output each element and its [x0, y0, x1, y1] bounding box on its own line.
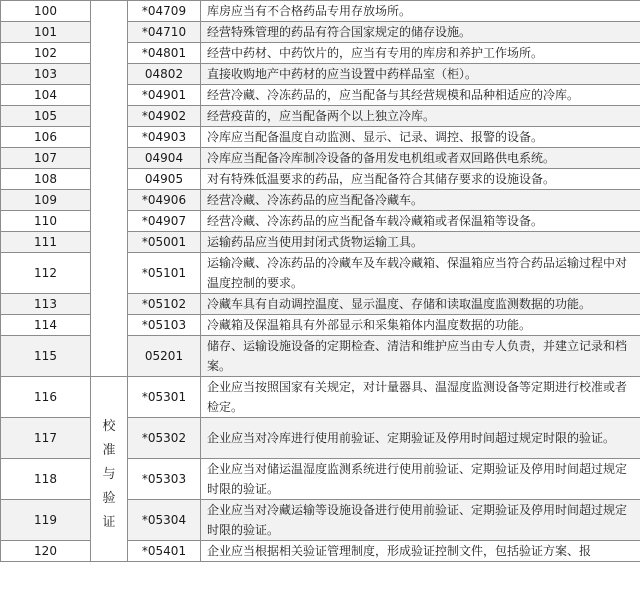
- item-code: *05304: [128, 500, 201, 541]
- row-number: 114: [1, 315, 91, 336]
- row-number: 108: [1, 169, 91, 190]
- category-label: 校 准 与 验 证: [102, 419, 116, 530]
- item-content: 企业应当对储运温湿度监测系统进行使用前验证、定期验证及停用时间超过规定时限的验证。: [201, 459, 640, 500]
- item-code: *04907: [128, 211, 201, 232]
- item-content: 冷藏箱及保温箱具有外部显示和采集箱体内温度数据的功能。: [201, 315, 640, 336]
- item-code: *05401: [128, 541, 201, 562]
- item-content: 企业应当按照国家有关规定，对计量器具、温湿度监测设备等定期进行校准或者检定。: [201, 377, 640, 418]
- item-code: *05302: [128, 418, 201, 459]
- item-code: *04906: [128, 190, 201, 211]
- item-content: 冷库应当配备冷库制冷设备的备用发电机组或者双回路供电系统。: [201, 148, 640, 169]
- row-number: 120: [1, 541, 91, 562]
- row-number: 105: [1, 106, 91, 127]
- item-content: 储存、运输设施设备的定期检查、清洁和维护应当由专人负责，并建立记录和档案。: [201, 336, 640, 377]
- item-code: 04904: [128, 148, 201, 169]
- item-content: 企业应当根据相关验证管理制度，形成验证控制文件，包括验证方案、报: [201, 541, 640, 562]
- item-content: 经营中药材、中药饮片的，应当有专用的库房和养护工作场所。: [201, 43, 640, 64]
- row-number: 118: [1, 459, 91, 500]
- item-code: *05001: [128, 232, 201, 253]
- item-code: *04901: [128, 85, 201, 106]
- item-code: 04802: [128, 64, 201, 85]
- item-code: *05103: [128, 315, 201, 336]
- row-number: 116: [1, 377, 91, 418]
- item-code: *04801: [128, 43, 201, 64]
- item-content: 经营冷藏、冷冻药品的，应当配备与其经营规模和品种相适应的冷库。: [201, 85, 640, 106]
- item-content: 直接收购地产中药材的应当设置中药样品室（柜）。: [201, 64, 640, 85]
- item-content: 运输药品应当使用封闭式货物运输工具。: [201, 232, 640, 253]
- item-content: 冷库应当配备温度自动监测、显示、记录、调控、报警的设备。: [201, 127, 640, 148]
- item-content: 经营特殊管理的药品有符合国家规定的储存设施。: [201, 22, 640, 43]
- item-content: 对有特殊低温要求的药品，应当配备符合其储存要求的设施设备。: [201, 169, 640, 190]
- row-number: 101: [1, 22, 91, 43]
- item-code: *05102: [128, 294, 201, 315]
- item-content: 经营疫苗的，应当配备两个以上独立冷库。: [201, 106, 640, 127]
- item-code: 05201: [128, 336, 201, 377]
- row-number: 113: [1, 294, 91, 315]
- item-content: 企业应当对冷藏运输等设施设备进行使用前验证、定期验证及停用时间超过规定时限的验证。: [201, 500, 640, 541]
- item-code: *04903: [128, 127, 201, 148]
- item-code: *05101: [128, 253, 201, 294]
- item-code: *05301: [128, 377, 201, 418]
- row-number: 104: [1, 85, 91, 106]
- row-number: 102: [1, 43, 91, 64]
- item-content: 运输冷藏、冷冻药品的冷藏车及车载冷藏箱、保温箱应当符合药品运输过程中对温度控制的要求。: [201, 253, 640, 294]
- row-number: 109: [1, 190, 91, 211]
- row-number: 119: [1, 500, 91, 541]
- item-code: *04902: [128, 106, 201, 127]
- item-content: 库房应当有不合格药品专用存放场所。: [201, 1, 640, 22]
- item-content: 冷藏车具有自动调控温度、显示温度、存储和读取温度监测数据的功能。: [201, 294, 640, 315]
- row-number: 100: [1, 1, 91, 22]
- row-number: 117: [1, 418, 91, 459]
- row-number: 103: [1, 64, 91, 85]
- category-cell-calibration-validation: [91, 377, 128, 562]
- row-number: 115: [1, 336, 91, 377]
- item-content: 企业应当对冷库进行使用前验证、定期验证及停用时间超过规定时限的验证。: [201, 418, 640, 459]
- item-code: *04709: [128, 1, 201, 22]
- row-number: 110: [1, 211, 91, 232]
- item-code: *05303: [128, 459, 201, 500]
- row-number: 111: [1, 232, 91, 253]
- item-code: 04905: [128, 169, 201, 190]
- item-content: 经营冷藏、冷冻药品的应当配备冷藏车。: [201, 190, 640, 211]
- table-row: [1, 1, 640, 22]
- row-number: 106: [1, 127, 91, 148]
- item-content: 经营冷藏、冷冻药品的应当配备车载冷藏箱或者保温箱等设备。: [201, 211, 640, 232]
- row-number: 107: [1, 148, 91, 169]
- row-number: 112: [1, 253, 91, 294]
- item-code: *04710: [128, 22, 201, 43]
- table-row: [1, 377, 640, 418]
- category-cell-facilities: [91, 1, 128, 377]
